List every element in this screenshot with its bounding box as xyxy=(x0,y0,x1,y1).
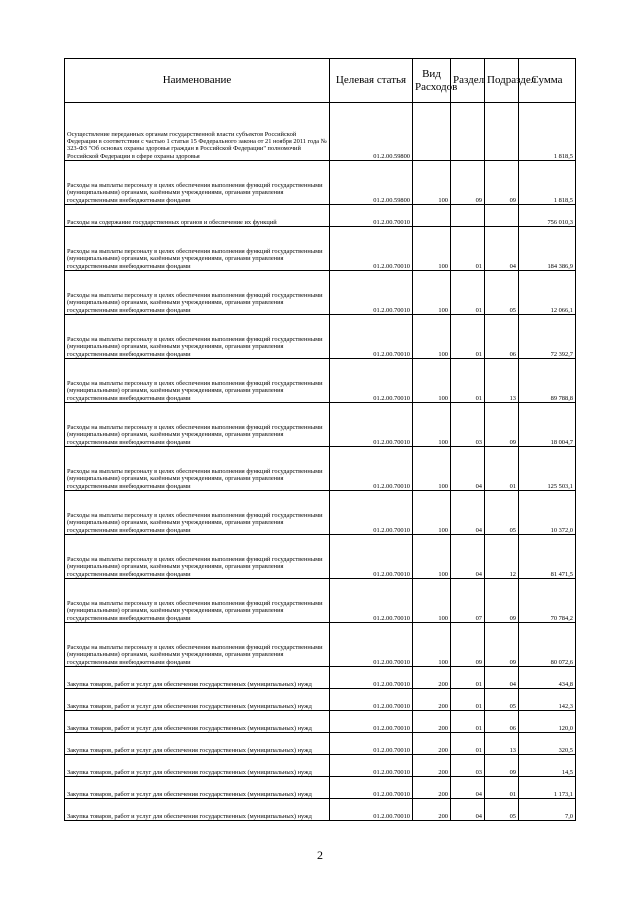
row-sum: 125 503,1 xyxy=(519,447,576,491)
row-name: Расходы на выплаты персоналу в целях обеспечения выполнения функций государственными (муниципальными) органами, казёнными учреждениями, органами управления государственными внебюджетными фондами xyxy=(65,227,330,271)
row-name: Закупка товаров, работ и услуг для обеспечения государственных (муниципальных) нужд xyxy=(65,755,330,777)
table-row xyxy=(65,403,576,447)
row-sum: 434,8 xyxy=(519,667,576,689)
row-subsection: 09 xyxy=(485,579,519,623)
row-sum: 81 471,5 xyxy=(519,535,576,579)
row-expense-type: 200 xyxy=(413,667,451,689)
row-target-article: 01.2.00.70010 xyxy=(330,579,413,623)
row-subsection: 05 xyxy=(485,271,519,315)
row-expense-type: 100 xyxy=(413,535,451,579)
row-target-article: 01.2.00.70010 xyxy=(330,403,413,447)
row-name: Расходы на выплаты персоналу в целях обеспечения выполнения функций государственными (муниципальными) органами, казёнными учреждениями, органами управления государственными внебюджетными фондами xyxy=(65,623,330,667)
header-expense-type: Вид Расходов xyxy=(413,59,451,103)
row-name: Осуществление переданных органам государственной власти субъектов Российской Федерации в соответствии с частью 1 статьи 15 Федерального закона от 21 ноября 2011 года № 323-ФЗ "Об основах охраны здоровья граждан в Российской Федерации" полномочий Российской Федерации в сфере охраны здоровья xyxy=(65,103,330,161)
row-target-article: 01.2.00.70010 xyxy=(330,733,413,755)
header-row xyxy=(65,59,576,103)
row-sum: 10 372,0 xyxy=(519,491,576,535)
row-subsection: 05 xyxy=(485,689,519,711)
row-subsection: 13 xyxy=(485,359,519,403)
row-sum: 184 386,9 xyxy=(519,227,576,271)
row-subsection: 04 xyxy=(485,227,519,271)
row-target-article: 01.2.00.70010 xyxy=(330,447,413,491)
row-sum: 1 818,5 xyxy=(519,103,576,161)
row-expense-type: 100 xyxy=(413,161,451,205)
row-target-article: 01.2.00.70010 xyxy=(330,227,413,271)
row-target-article: 01.2.00.70010 xyxy=(330,755,413,777)
table-row xyxy=(65,711,576,733)
row-sum: 18 004,7 xyxy=(519,403,576,447)
row-target-article: 01.2.00.70010 xyxy=(330,799,413,821)
row-subsection: 09 xyxy=(485,161,519,205)
row-section: 01 xyxy=(451,667,485,689)
row-section: 07 xyxy=(451,579,485,623)
row-subsection: 12 xyxy=(485,535,519,579)
table-row xyxy=(65,689,576,711)
table-row xyxy=(65,799,576,821)
header-name: Наименование xyxy=(65,59,330,103)
table-row xyxy=(65,667,576,689)
row-name: Расходы на выплаты персоналу в целях обеспечения выполнения функций государственными (муниципальными) органами, казёнными учреждениями, органами управления государственными внебюджетными фондами xyxy=(65,447,330,491)
table-row xyxy=(65,777,576,799)
row-target-article: 01.2.00.70010 xyxy=(330,535,413,579)
table-row xyxy=(65,227,576,271)
row-expense-type: 100 xyxy=(413,579,451,623)
row-sum: 89 788,8 xyxy=(519,359,576,403)
row-name: Расходы на выплаты персоналу в целях обеспечения выполнения функций государственными (муниципальными) органами, казёнными учреждениями, органами управления государственными внебюджетными фондами xyxy=(65,315,330,359)
row-section: 01 xyxy=(451,227,485,271)
header-target-article: Целевая статья xyxy=(330,59,413,103)
table-body xyxy=(65,103,576,821)
row-name: Закупка товаров, работ и услуг для обеспечения государственных (муниципальных) нужд xyxy=(65,799,330,821)
row-section: 04 xyxy=(451,799,485,821)
row-expense-type: 100 xyxy=(413,359,451,403)
row-subsection: 13 xyxy=(485,733,519,755)
row-section xyxy=(451,103,485,161)
table-row xyxy=(65,447,576,491)
row-subsection: 01 xyxy=(485,447,519,491)
row-expense-type: 200 xyxy=(413,799,451,821)
row-sum: 12 066,1 xyxy=(519,271,576,315)
row-expense-type: 100 xyxy=(413,447,451,491)
row-expense-type xyxy=(413,205,451,227)
row-section: 01 xyxy=(451,359,485,403)
table-row xyxy=(65,535,576,579)
row-name: Расходы на выплаты персоналу в целях обеспечения выполнения функций государственными (муниципальными) органами, казёнными учреждениями, органами управления государственными внебюджетными фондами xyxy=(65,491,330,535)
table-row xyxy=(65,315,576,359)
row-sum: 70 784,2 xyxy=(519,579,576,623)
row-section: 01 xyxy=(451,711,485,733)
table-row xyxy=(65,733,576,755)
row-subsection: 01 xyxy=(485,777,519,799)
row-sum: 1 173,1 xyxy=(519,777,576,799)
row-target-article: 01.2.00.70010 xyxy=(330,623,413,667)
row-name: Закупка товаров, работ и услуг для обеспечения государственных (муниципальных) нужд xyxy=(65,711,330,733)
row-expense-type: 100 xyxy=(413,315,451,359)
row-section: 04 xyxy=(451,491,485,535)
row-name: Расходы на выплаты персоналу в целях обеспечения выполнения функций государственными (муниципальными) органами, казёнными учреждениями, органами управления государственными внебюджетными фондами xyxy=(65,161,330,205)
row-subsection: 09 xyxy=(485,755,519,777)
row-section: 01 xyxy=(451,271,485,315)
row-subsection: 05 xyxy=(485,799,519,821)
row-subsection: 09 xyxy=(485,623,519,667)
row-target-article: 01.2.00.70010 xyxy=(330,711,413,733)
row-section: 09 xyxy=(451,623,485,667)
header-subsection: Подраздел xyxy=(485,59,519,103)
row-name: Расходы на выплаты персоналу в целях обеспечения выполнения функций государственными (муниципальными) органами, казёнными учреждениями, органами управления государственными внебюджетными фондами xyxy=(65,535,330,579)
table-row xyxy=(65,205,576,227)
table-row xyxy=(65,579,576,623)
row-section: 09 xyxy=(451,161,485,205)
table-row xyxy=(65,623,576,667)
row-sum: 72 392,7 xyxy=(519,315,576,359)
row-target-article: 01.2.00.70010 xyxy=(330,667,413,689)
row-expense-type: 200 xyxy=(413,777,451,799)
row-subsection: 06 xyxy=(485,315,519,359)
header-sum: Сумма xyxy=(519,59,576,103)
table-row xyxy=(65,755,576,777)
row-expense-type: 100 xyxy=(413,271,451,315)
row-sum: 142,3 xyxy=(519,689,576,711)
row-subsection: 05 xyxy=(485,491,519,535)
row-section xyxy=(451,205,485,227)
row-target-article: 01.2.00.70010 xyxy=(330,777,413,799)
row-sum: 14,5 xyxy=(519,755,576,777)
row-section: 04 xyxy=(451,535,485,579)
row-expense-type xyxy=(413,103,451,161)
row-subsection: 09 xyxy=(485,403,519,447)
header-section: Раздел xyxy=(451,59,485,103)
row-expense-type: 100 xyxy=(413,623,451,667)
row-section: 03 xyxy=(451,403,485,447)
row-subsection: 06 xyxy=(485,711,519,733)
row-target-article: 01.2.00.70010 xyxy=(330,359,413,403)
row-target-article: 01.2.00.70010 xyxy=(330,689,413,711)
row-name: Расходы на выплаты персоналу в целях обеспечения выполнения функций государственными (муниципальными) органами, казёнными учреждениями, органами управления государственными внебюджетными фондами xyxy=(65,271,330,315)
row-section: 01 xyxy=(451,689,485,711)
row-subsection xyxy=(485,103,519,161)
row-target-article: 01.2.00.59800 xyxy=(330,161,413,205)
row-subsection xyxy=(485,205,519,227)
table-row xyxy=(65,271,576,315)
row-expense-type: 200 xyxy=(413,733,451,755)
row-name: Закупка товаров, работ и услуг для обеспечения государственных (муниципальных) нужд xyxy=(65,689,330,711)
row-expense-type: 200 xyxy=(413,711,451,733)
row-name: Расходы на выплаты персоналу в целях обеспечения выполнения функций государственными (муниципальными) органами, казёнными учреждениями, органами управления государственными внебюджетными фондами xyxy=(65,403,330,447)
row-sum: 7,0 xyxy=(519,799,576,821)
row-expense-type: 100 xyxy=(413,491,451,535)
row-section: 01 xyxy=(451,315,485,359)
row-sum: 120,0 xyxy=(519,711,576,733)
row-target-article: 01.2.00.70010 xyxy=(330,315,413,359)
row-section: 04 xyxy=(451,447,485,491)
row-name: Закупка товаров, работ и услуг для обеспечения государственных (муниципальных) нужд xyxy=(65,777,330,799)
row-target-article: 01.2.00.70010 xyxy=(330,271,413,315)
row-expense-type: 100 xyxy=(413,227,451,271)
row-expense-type: 200 xyxy=(413,689,451,711)
row-target-article: 01.2.00.70010 xyxy=(330,205,413,227)
page-number: 2 xyxy=(317,848,323,862)
row-name: Расходы на выплаты персоналу в целях обеспечения выполнения функций государственными (муниципальными) органами, казёнными учреждениями, органами управления государственными внебюджетными фондами xyxy=(65,579,330,623)
table-row xyxy=(65,103,576,161)
row-expense-type: 200 xyxy=(413,755,451,777)
row-section: 03 xyxy=(451,755,485,777)
row-sum: 80 072,6 xyxy=(519,623,576,667)
row-name: Закупка товаров, работ и услуг для обеспечения государственных (муниципальных) нужд xyxy=(65,733,330,755)
budget-table xyxy=(64,58,576,821)
row-expense-type: 100 xyxy=(413,403,451,447)
row-name: Расходы на выплаты персоналу в целях обеспечения выполнения функций государственными (муниципальными) органами, казёнными учреждениями, органами управления государственными внебюджетными фондами xyxy=(65,359,330,403)
row-sum: 320,5 xyxy=(519,733,576,755)
row-name: Расходы на содержание государственных органов и обеспечение их функций xyxy=(65,205,330,227)
table-row xyxy=(65,359,576,403)
row-name: Закупка товаров, работ и услуг для обеспечения государственных (муниципальных) нужд xyxy=(65,667,330,689)
row-target-article: 01.2.00.59800 xyxy=(330,103,413,161)
row-target-article: 01.2.00.70010 xyxy=(330,491,413,535)
table-row xyxy=(65,491,576,535)
row-sum: 756 010,3 xyxy=(519,205,576,227)
row-section: 04 xyxy=(451,777,485,799)
table-row xyxy=(65,161,576,205)
row-sum: 1 818,5 xyxy=(519,161,576,205)
row-subsection: 04 xyxy=(485,667,519,689)
row-section: 01 xyxy=(451,733,485,755)
